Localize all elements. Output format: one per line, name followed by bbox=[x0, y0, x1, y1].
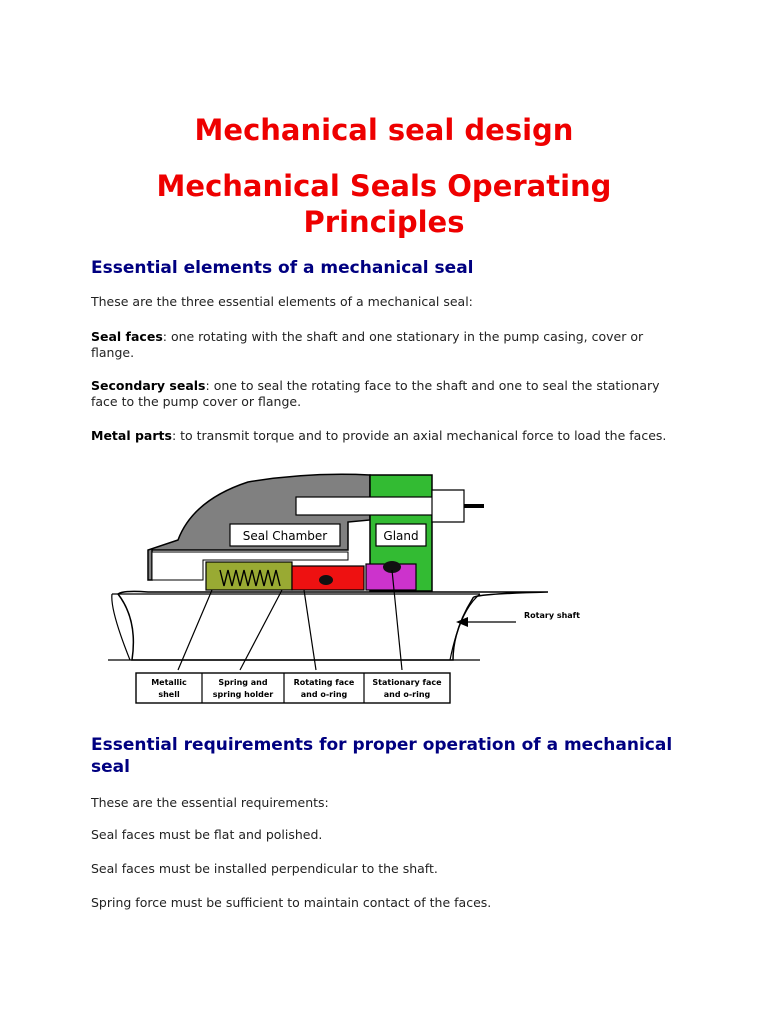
element-seal-faces bbox=[91, 329, 681, 361]
section-intro: These are the three essential elements of a mechanical seal: bbox=[91, 294, 473, 309]
term-desc: : to transmit torque and to provide an axial mechanical force to load the faces. bbox=[171, 428, 667, 443]
rotary-shaft-label: Rotary shaft bbox=[524, 611, 580, 620]
term-desc: : one rotating with the shaft and one stationary in the pump casing, cover or flange. bbox=[91, 329, 644, 360]
requirement-item: Seal faces must be installed perpendicular to the shaft. bbox=[91, 861, 438, 876]
term: Metal parts bbox=[91, 428, 172, 443]
requirements-intro: These are the essential requirements: bbox=[91, 795, 329, 810]
term: Secondary seals bbox=[91, 378, 206, 393]
shaft bbox=[118, 591, 548, 660]
part-label: Rotating face bbox=[293, 678, 355, 687]
part-label: Stationary face bbox=[372, 678, 442, 687]
term-desc: : one to seal the rotating face to the shaft and one to seal the stationary face to the pump cover or flange. bbox=[91, 378, 660, 409]
part-label: and o-ring bbox=[383, 690, 431, 699]
term: Seal faces bbox=[91, 329, 163, 344]
requirement-item: Seal faces must be flat and polished. bbox=[91, 827, 323, 842]
requirement-item: Spring force must be sufficient to maintain contact of the faces. bbox=[91, 895, 492, 910]
part-label: and o-ring bbox=[300, 690, 348, 699]
part-label: Spring and bbox=[218, 678, 268, 687]
metallic-shell bbox=[206, 562, 292, 590]
gland-label: Gland bbox=[383, 529, 419, 543]
rotating-o-ring bbox=[319, 575, 333, 585]
part-label: spring holder bbox=[212, 690, 274, 699]
section-heading-elements: Essential elements of a mechanical seal bbox=[91, 258, 474, 278]
page-subtitle: Mechanical Seals Operating Principles bbox=[156, 169, 612, 239]
part-label: Metallic bbox=[151, 678, 187, 687]
section-heading-requirements: Essential requirements for proper operation of a mechanical seal bbox=[91, 735, 673, 777]
page-title: Mechanical seal design bbox=[194, 113, 574, 147]
part-label: shell bbox=[158, 690, 180, 699]
mechanical-seal-diagram bbox=[108, 470, 608, 710]
seal-chamber-label: Seal Chamber bbox=[242, 529, 328, 543]
element-metal-parts bbox=[91, 428, 681, 444]
element-secondary-seals bbox=[91, 378, 681, 410]
